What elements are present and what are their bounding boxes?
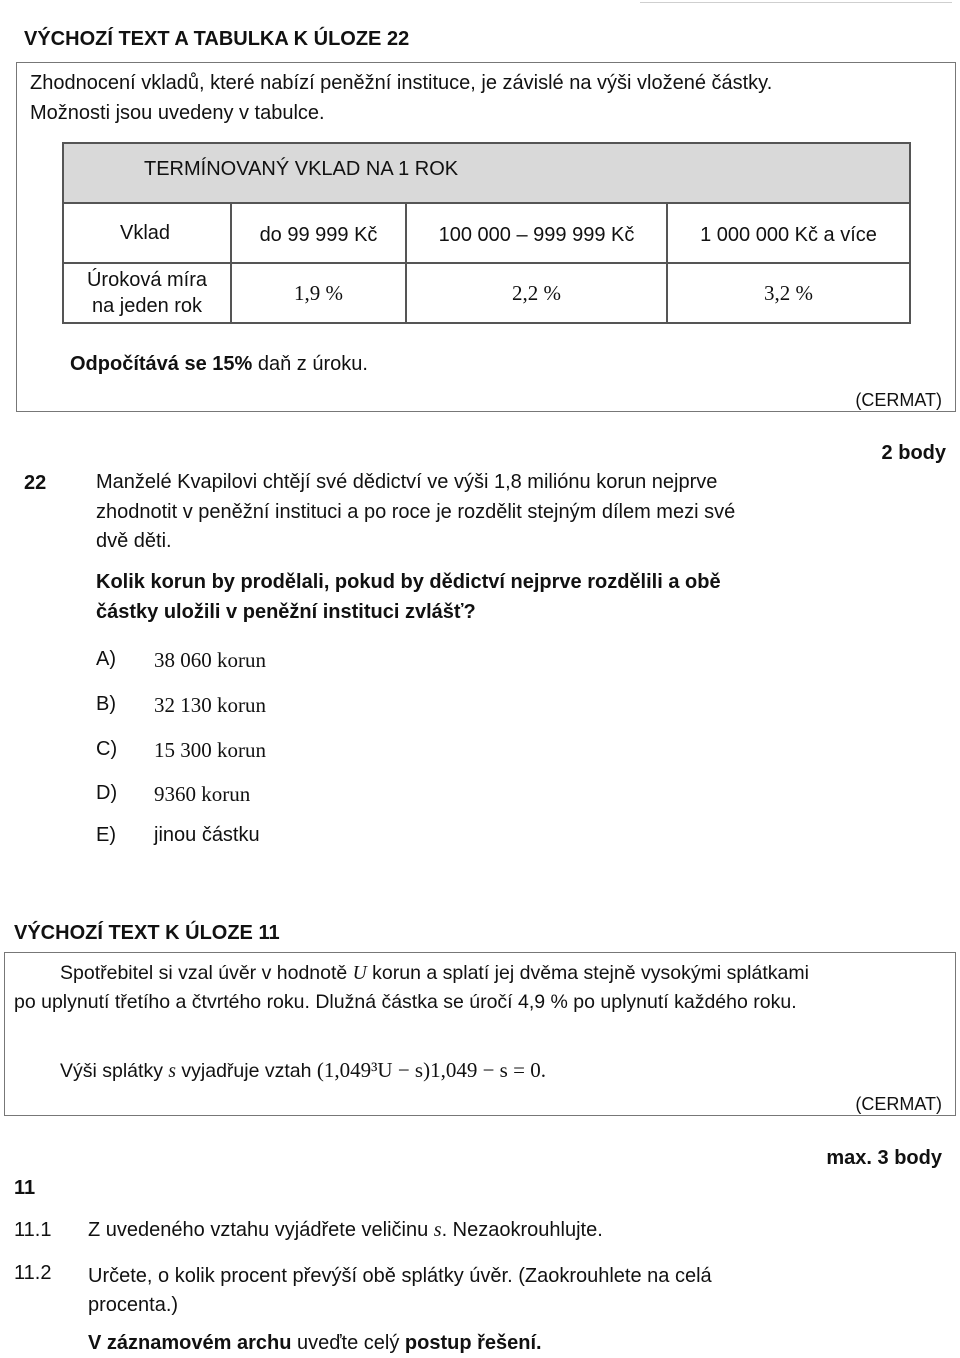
rates-row2-cell-3: 3,2 % xyxy=(764,280,813,305)
task22-number: 22 xyxy=(24,472,47,494)
section2-line3-b: vyjadřuje vztah xyxy=(175,1060,317,1082)
rates-row2-cell-1: 1,9 % xyxy=(294,280,343,305)
task11-number: 11 xyxy=(14,1177,36,1199)
option-a-letter: A) xyxy=(96,648,116,670)
task11-2-text-line2: procenta.) xyxy=(88,1294,179,1316)
rates-row1-cell-3: 1 000 000 Kč a více xyxy=(700,223,877,246)
task11-1-variable-s: s xyxy=(433,1219,442,1241)
rates-row2-cell-2: 2,2 % xyxy=(512,280,561,305)
top-rule xyxy=(640,2,952,3)
option-c-letter: C) xyxy=(96,738,118,760)
section1-title: VÝCHOZÍ TEXT A TABULKA K ÚLOZE 22 xyxy=(24,28,410,50)
rates-row1-cell-1: do 99 999 Kč xyxy=(259,223,378,246)
rates-row2-label xyxy=(80,267,214,319)
task11-1-number: 11.1 xyxy=(14,1219,52,1241)
option-e-text: jinou částku xyxy=(154,824,260,846)
task22-question xyxy=(96,568,721,627)
task22-question-line1: Kolik korun by prodělali, pokud by dědictví nejprve rozdělili a obě xyxy=(96,571,721,593)
option-e-letter: E) xyxy=(96,824,116,846)
rates-table-header: TERMÍNOVANÝ VKLAD NA 1 ROK xyxy=(144,158,459,180)
section2-line1-b: korun a splatí jej dvěma stejně vysokými splátkami xyxy=(366,962,809,984)
formula: (1,049³U − s)1,049 − s = 0. xyxy=(316,1058,546,1082)
answer-note-bold-1: V záznamovém archu xyxy=(88,1332,292,1354)
task11-points: max. 3 body xyxy=(826,1147,942,1169)
task22-question-line2: částky uložili v peněžní instituci zvlášť? xyxy=(96,600,476,623)
section2-line1 xyxy=(60,962,809,985)
option-b-text: 32 130 korun xyxy=(154,693,266,717)
tax-note-bold: Odpočítává se 15% xyxy=(70,353,253,375)
variable-u: U xyxy=(352,963,367,984)
option-c-text: 15 300 korun xyxy=(154,738,266,762)
task11-2-text xyxy=(88,1262,712,1320)
option-d-text: 9360 korun xyxy=(154,782,251,806)
task11-1-text-a: Z uvedeného vztahu vyjádřete veličinu xyxy=(88,1219,434,1241)
intro-line-1: Zhodnocení vkladů, které nabízí peněžní instituce, je závislé na výši vložené částky. xyxy=(30,72,773,94)
tax-note-rest: daň z úroku. xyxy=(252,353,368,375)
task11-1-text xyxy=(88,1219,603,1242)
variable-s: s xyxy=(168,1061,176,1082)
rates-row2-label-line2: na jeden rok xyxy=(91,295,203,317)
answer-note-text: uveďte celý xyxy=(291,1332,405,1354)
answer-note-bold-2: postup řešení. xyxy=(404,1332,542,1354)
rates-row2-label-line1: Úroková míra xyxy=(86,269,208,291)
task11-1-text-b: . Nezaokrouhlujte. xyxy=(441,1219,603,1241)
task11-2-number: 11.2 xyxy=(14,1262,52,1284)
section2-line3 xyxy=(60,1058,546,1083)
option-a-text: 38 060 korun xyxy=(154,648,266,672)
task22-text-line3: dvě děti. xyxy=(96,530,172,552)
section2-line3-a: Výši splátky xyxy=(60,1060,169,1082)
intro-line-2: Možnosti jsou uvedeny v tabulce. xyxy=(30,102,325,124)
rates-row1-label: Vklad xyxy=(120,221,171,244)
section2-line1-a: Spotřebitel si vzal úvěr v hodnotě xyxy=(60,962,353,984)
section2-line2: po uplynutí třetího a čtvrtého roku. Dlužná částka se úročí 4,9 % po uplynutí každého roku. xyxy=(14,991,797,1013)
section2-source: (CERMAT) xyxy=(855,1094,942,1114)
task22-points: 2 body xyxy=(881,442,946,464)
task22-text-line1: Manželé Kvapilovi chtějí své dědictví ve výši 1,8 miliónu korun nejprve xyxy=(96,471,718,493)
option-b-letter: B) xyxy=(96,693,116,715)
section1-source: (CERMAT) xyxy=(855,390,942,410)
task22-text xyxy=(96,468,735,557)
answer-note xyxy=(88,1332,542,1355)
section2-title: VÝCHOZÍ TEXT K ÚLOZE 11 xyxy=(14,922,280,944)
task22-text-line2: zhodnotit v peněžní instituci a po roce je rozdělit stejným dílem mezi své xyxy=(96,500,736,523)
task11-2-text-line1: Určete, o kolik procent převýší obě splátky úvěr. (Zaokrouhlete na celá xyxy=(88,1265,712,1287)
tax-note xyxy=(70,353,368,376)
rates-row1-cell-2: 100 000 – 999 999 Kč xyxy=(438,223,635,246)
option-d-letter: D) xyxy=(96,782,118,804)
